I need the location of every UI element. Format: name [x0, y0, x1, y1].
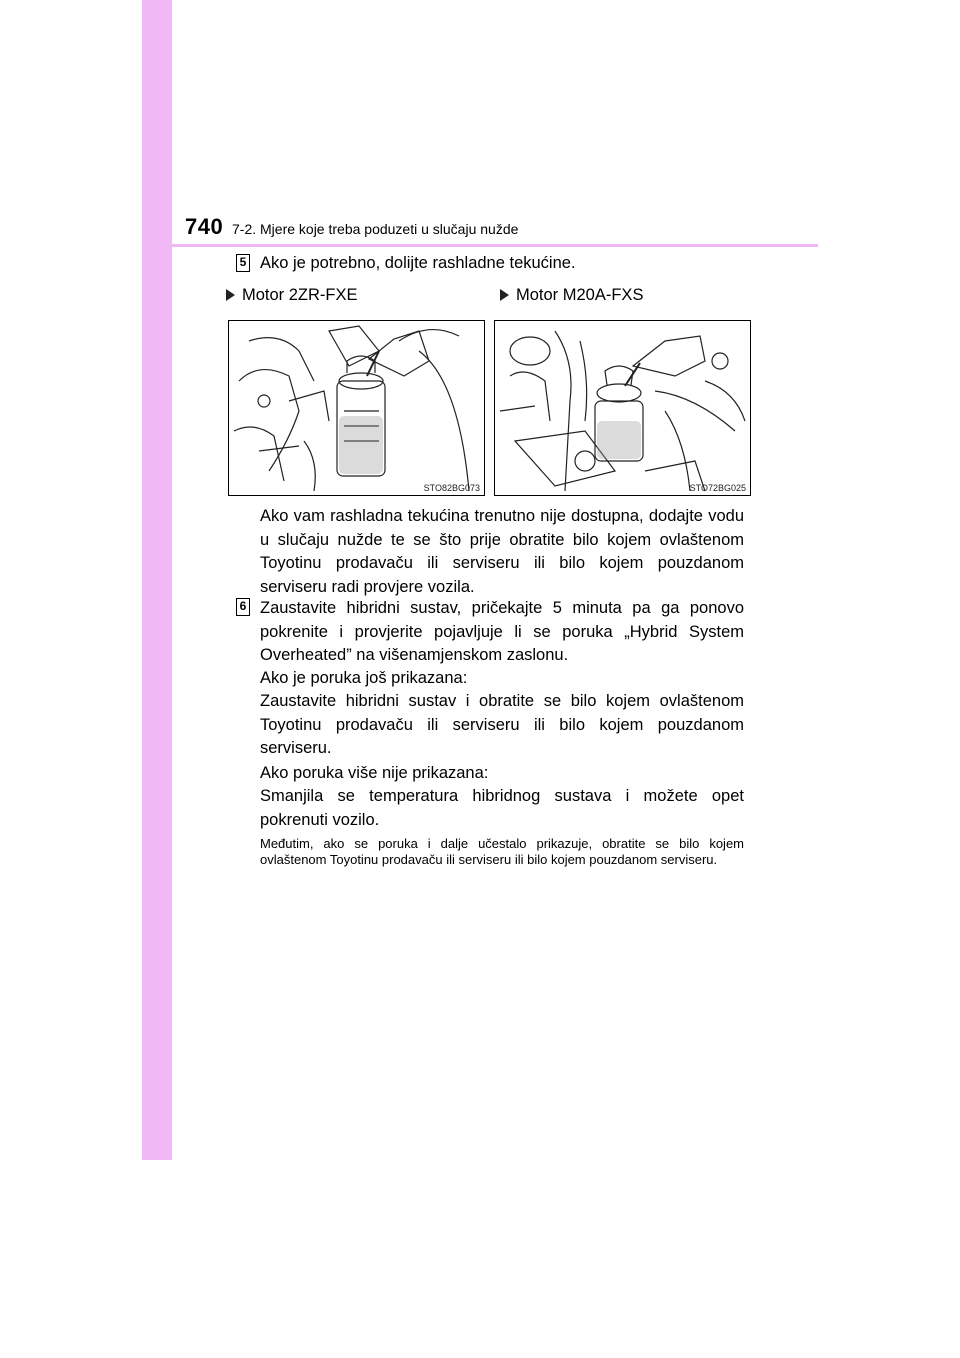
step5-intro: Ako je potrebno, dolijte rashladne tekućine. — [260, 254, 576, 272]
step-number-5: 5 — [236, 254, 250, 272]
step6-main: Zaustavite hibridni sustav, pričekajte 5 minuta pa ga ponovo pokrenite i provjerite pojavljuje li se poruka „Hybrid System Overheated” na višenamjenskom zaslonu. — [260, 599, 744, 664]
triangle-right-icon — [500, 289, 509, 301]
header-rule — [142, 244, 818, 247]
figure-code-right: STO72BG025 — [689, 483, 746, 493]
page-number: 740 — [185, 214, 224, 239]
case1-heading: Ako je poruka još prikazana: — [260, 669, 468, 687]
footnote: Međutim, ako se poruka i dalje učestalo prikazuje, obratite se bilo kojem ovlaštenom Toyotinu prodavaču ili serviseru ili bilo kojem pouzdanom serviseru. — [260, 836, 744, 867]
case1-text: Zaustavite hibridni sustav i obratite se bilo kojem ovlaštenom Toyotinu prodavaču ili serviseru ili bilo kojem pouzdanom serviseru. — [260, 692, 744, 757]
sidebar-accent-bar — [142, 0, 172, 1160]
triangle-right-icon — [226, 289, 235, 301]
step5-note: Ako vam rashladna tekućina trenutno nije dostupna, dodajte vodu u slučaju nužde te se što prije obratite bilo kojem ovlaštenom Toyotinu prodavaču ili serviseru ili bilo kojem pouzdanom serviseru radi provjere vozila. — [260, 507, 744, 596]
engine-label-right: Motor M20A-FXS — [500, 285, 643, 305]
engine-label-left: Motor 2ZR-FXE — [226, 285, 358, 305]
figure-code-left: STO82BG073 — [423, 483, 480, 493]
figure-m20a-fxs — [494, 320, 751, 496]
section-title: 7-2. Mjere koje treba poduzeti u slučaju nužde — [232, 221, 519, 237]
figure-2zr-fxe — [228, 320, 485, 496]
case2-text: Smanjila se temperatura hibridnog sustava i možete opet pokrenuti vozilo. — [260, 787, 744, 829]
engine-illustration-left — [229, 321, 484, 495]
step-number-6: 6 — [236, 598, 250, 616]
engine-illustration-right — [495, 321, 750, 495]
case2-heading: Ako poruka više nije prikazana: — [260, 764, 489, 782]
